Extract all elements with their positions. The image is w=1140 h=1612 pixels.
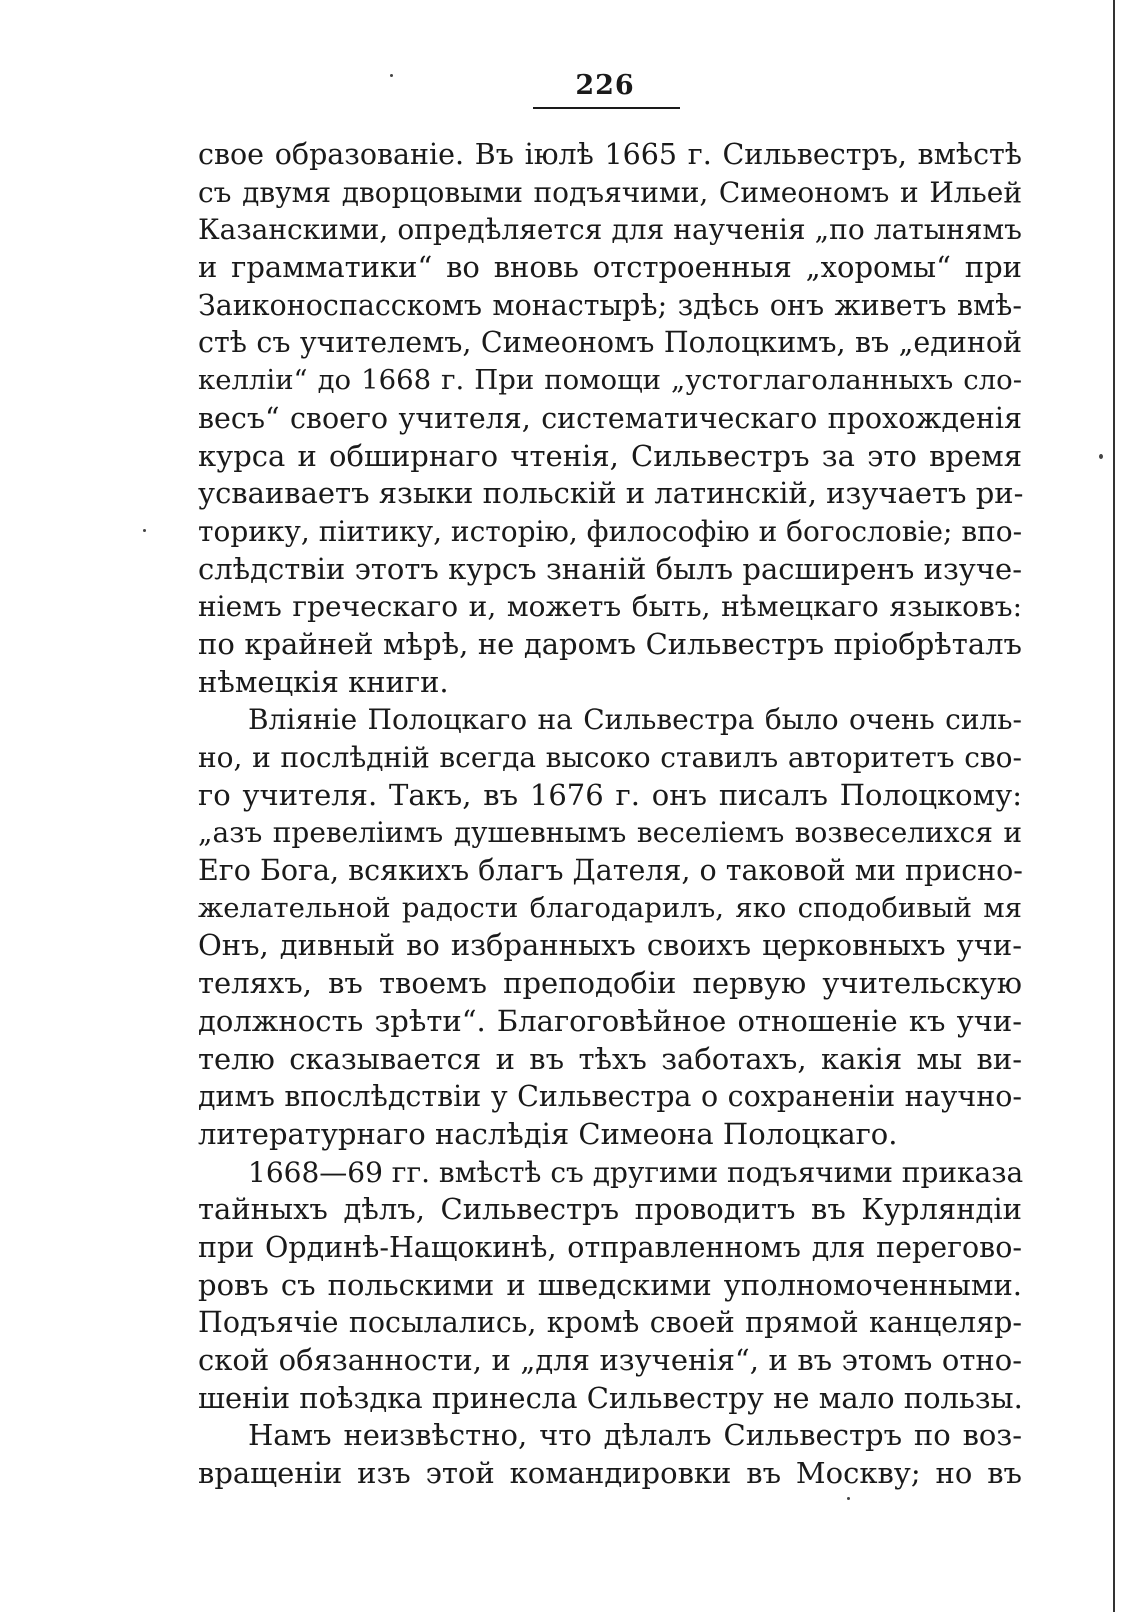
text-line: го учителя. Такъ, въ 1676 г. онъ писалъ Полоцкому: — [198, 777, 1022, 812]
text-line: „азъ превеліимъ душевнымъ веселіемъ возвеселихся и — [198, 816, 1022, 850]
text-line: съ двумя дворцовыми подъячими, Симеономъ и Ильей — [198, 175, 1022, 209]
print-speck — [143, 529, 146, 532]
text-line: свое образованіе. Въ іюлѣ 1665 г. Сильвестръ, вмѣстѣ — [198, 138, 1022, 171]
text-line: стѣ съ учителемъ, Симеономъ Полоцкимъ, въ „единой — [198, 326, 1022, 360]
text-line: курса и обширнаго чтенія, Сильвестръ за это время — [198, 438, 1022, 473]
text-line: ровъ съ польскими и шведскими уполномоченными. — [198, 1267, 1022, 1302]
text-line: нѣмецкія книги. — [198, 664, 449, 699]
print-speck — [847, 1497, 850, 1500]
page-edge-line — [1113, 0, 1115, 1612]
print-speck — [390, 74, 393, 77]
text-line: торику, піитику, исторію, философію и богословіе; впо- — [198, 514, 1023, 548]
text-line: Его Бога, всякихъ благъ Дателя, о таковой ми присно- — [198, 854, 1023, 888]
text-line: Подъячіе посылались, кромѣ своей прямой канцеляр- — [198, 1306, 1022, 1340]
text-line: усваиваетъ языки польскій и латинскій, изучаетъ ри- — [198, 476, 1024, 511]
text-line: вращеніи изъ этой командировки въ Москву; но въ — [198, 1456, 1022, 1491]
text-line: должность зрѣти“. Благоговѣйное отношеніе къ учи- — [198, 1003, 1022, 1038]
text-line: Вліяніе Полоцкаго на Сильвестра было очень силь- — [248, 703, 1022, 737]
text-line: Казанскими, опредѣляется для наученія „по латынямъ — [198, 213, 1022, 247]
text-line: келліи“ до 1668 г. При помощи „устоглаголанныхъ сло- — [198, 364, 1022, 397]
text-line: весъ“ своего учителя, систематическаго прохожденія — [198, 401, 1022, 435]
page-number: 226 — [575, 70, 635, 101]
body-text — [198, 136, 1022, 1493]
text-line: тайныхъ дѣлъ, Сильвестръ проводитъ въ Курляндіи — [198, 1192, 1022, 1227]
text-line: Заиконоспасскомъ монастырѣ; здѣсь онъ живетъ вмѣ- — [198, 288, 1022, 322]
text-line: теляхъ, въ твоемъ преподобіи первую учительскую — [198, 966, 1022, 1001]
text-line: Онъ, дивный во избранныхъ своихъ церковныхъ учи- — [198, 928, 1022, 963]
text-line: желательной радости благодарилъ, яко сподобивый мя — [198, 891, 1022, 924]
text-line: 1668—69 гг. вмѣстѣ съ другими подъячими приказа — [248, 1155, 1024, 1189]
text-line: литературнаго наслѣдія Симеона Полоцкаго. — [198, 1116, 898, 1151]
text-line: при Ординѣ-Нащокинѣ, отправленномъ для перегово- — [198, 1230, 1022, 1264]
text-line: Намъ неизвѣстно, что дѣлалъ Сильвестръ по воз- — [248, 1418, 1022, 1453]
text-line: слѣдствіи этотъ курсъ знаній былъ расширенъ изуче- — [198, 551, 1022, 586]
page-number-rule — [533, 107, 680, 109]
text-line: ской обязанности, и „для изученія“, и въ этомъ отно- — [198, 1343, 1022, 1377]
text-line: по крайней мѣрѣ, не даромъ Сильвестръ пріобрѣталъ — [198, 626, 1022, 661]
text-line: но, и послѣдній всегда высоко ставилъ авторитетъ сво- — [198, 741, 1022, 774]
text-line: телю сказывается и въ тѣхъ заботахъ, какія мы ви- — [198, 1041, 1022, 1076]
text-line: и грамматики“ во вновь отстроенныя „хоромы“ при — [198, 250, 1022, 285]
text-line: димъ впослѣдствіи у Сильвестра о сохраненіи научно- — [198, 1080, 1022, 1114]
text-line: шеніи поѣздка принесла Сильвестру не мало пользы. — [198, 1380, 1023, 1415]
text-line: ніемъ греческаго и, можетъ быть, нѣмецкаго языковъ: — [198, 590, 1022, 624]
print-speck — [1099, 454, 1103, 459]
